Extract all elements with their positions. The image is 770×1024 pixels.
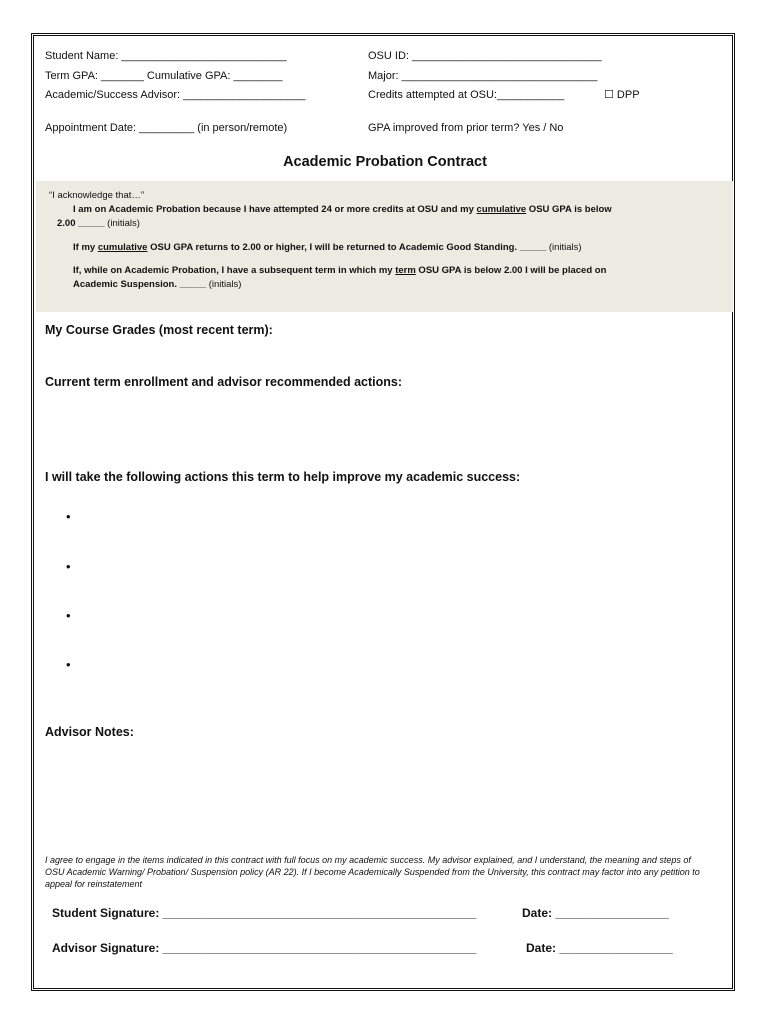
advisor-signature-field[interactable]: Advisor Signature: _______________________________________________ (52, 941, 477, 955)
ack-item-2-text-a: If my (73, 242, 98, 253)
ack-item-2-initials: (initials) (546, 242, 582, 253)
ack-item-3-underline: term (395, 265, 416, 276)
ack-item-2-text-b[interactable]: OSU GPA returns to 2.00 or higher, I will be returned to Academic Good Standing. _____ (147, 242, 547, 253)
credits-field[interactable]: Credits attempted at OSU:___________ (368, 89, 565, 101)
ack-item-1-line-2 (57, 218, 140, 230)
ack-item-3-line-2 (73, 279, 241, 291)
advisor-field[interactable]: Academic/Success Advisor: ____________________ (45, 89, 306, 101)
ack-item-1-underline: cumulative (476, 204, 527, 215)
ack-item-1-blank[interactable]: 2.00 _____ (57, 218, 105, 229)
course-grades-heading: My Course Grades (most recent term): (45, 323, 273, 337)
major-field[interactable]: Major: ________________________________ (368, 70, 598, 82)
acknowledgement-box (36, 181, 733, 312)
enrollment-heading: Current term enrollment and advisor recommended actions: (45, 375, 403, 389)
dpp-checkbox[interactable]: ☐ DPP (604, 89, 640, 101)
action-bullet-1: • (66, 509, 71, 524)
osu-id-field[interactable]: OSU ID: _______________________________ (368, 50, 602, 62)
ack-item-2-underline: cumulative (97, 242, 148, 253)
ack-item-1-initials: (initials) (104, 218, 140, 229)
appointment-date-field[interactable]: Appointment Date: _________ (in person/remote) (45, 122, 288, 134)
ack-item-3-blank[interactable]: Academic Suspension. _____ (73, 279, 207, 290)
student-signature-field[interactable]: Student Signature: _______________________________________________ (52, 906, 477, 920)
ack-item-3-text-a: If, while on Academic Probation, I have a subsequent term in which my (73, 265, 396, 276)
page-title: Academic Probation Contract (283, 154, 487, 170)
page-border (31, 33, 735, 991)
action-bullet-4: • (66, 657, 71, 672)
advisor-notes-heading: Advisor Notes: (45, 725, 134, 739)
action-bullet-3: • (66, 608, 71, 623)
ack-intro: “I acknowledge that…” (49, 190, 145, 201)
agreement-disclaimer: I agree to engage in the items indicated in this contract with full focus on my academic success. My advisor explained, and I understand, the meaning and steps of OSU Academic Warning/ Probation/ Suspension policy (AR 22). If I become Academically Suspended from the University, this contract may factor into any petition to appeal for reinstatement (45, 855, 700, 889)
actions-heading: I will take the following actions this term to help improve my academic success: (45, 470, 521, 484)
student-name-field[interactable]: Student Name: ___________________________ (45, 50, 287, 62)
ack-item-1-text-a: I am on Academic Probation because I have attempted 24 or more credits at OSU and my (73, 204, 477, 215)
gpa-improved-field[interactable]: GPA improved from prior term? Yes / No (368, 122, 564, 134)
action-bullet-2: • (66, 559, 71, 574)
ack-item-3-text-b: OSU GPA is below 2.00 I will be placed on (415, 265, 607, 276)
student-date-field[interactable]: Date: _________________ (522, 906, 669, 920)
ack-item-3-initials: (initials) (206, 279, 242, 290)
ack-item-3-line-1 (73, 265, 606, 277)
ack-item-1-text-b: OSU GPA is below (526, 204, 612, 215)
ack-item-2 (73, 242, 582, 254)
gpa-fields[interactable]: Term GPA: _______ Cumulative GPA: ________ (45, 70, 283, 82)
ack-item-1-line-1 (73, 204, 612, 216)
advisor-date-field[interactable]: Date: _________________ (526, 941, 673, 955)
